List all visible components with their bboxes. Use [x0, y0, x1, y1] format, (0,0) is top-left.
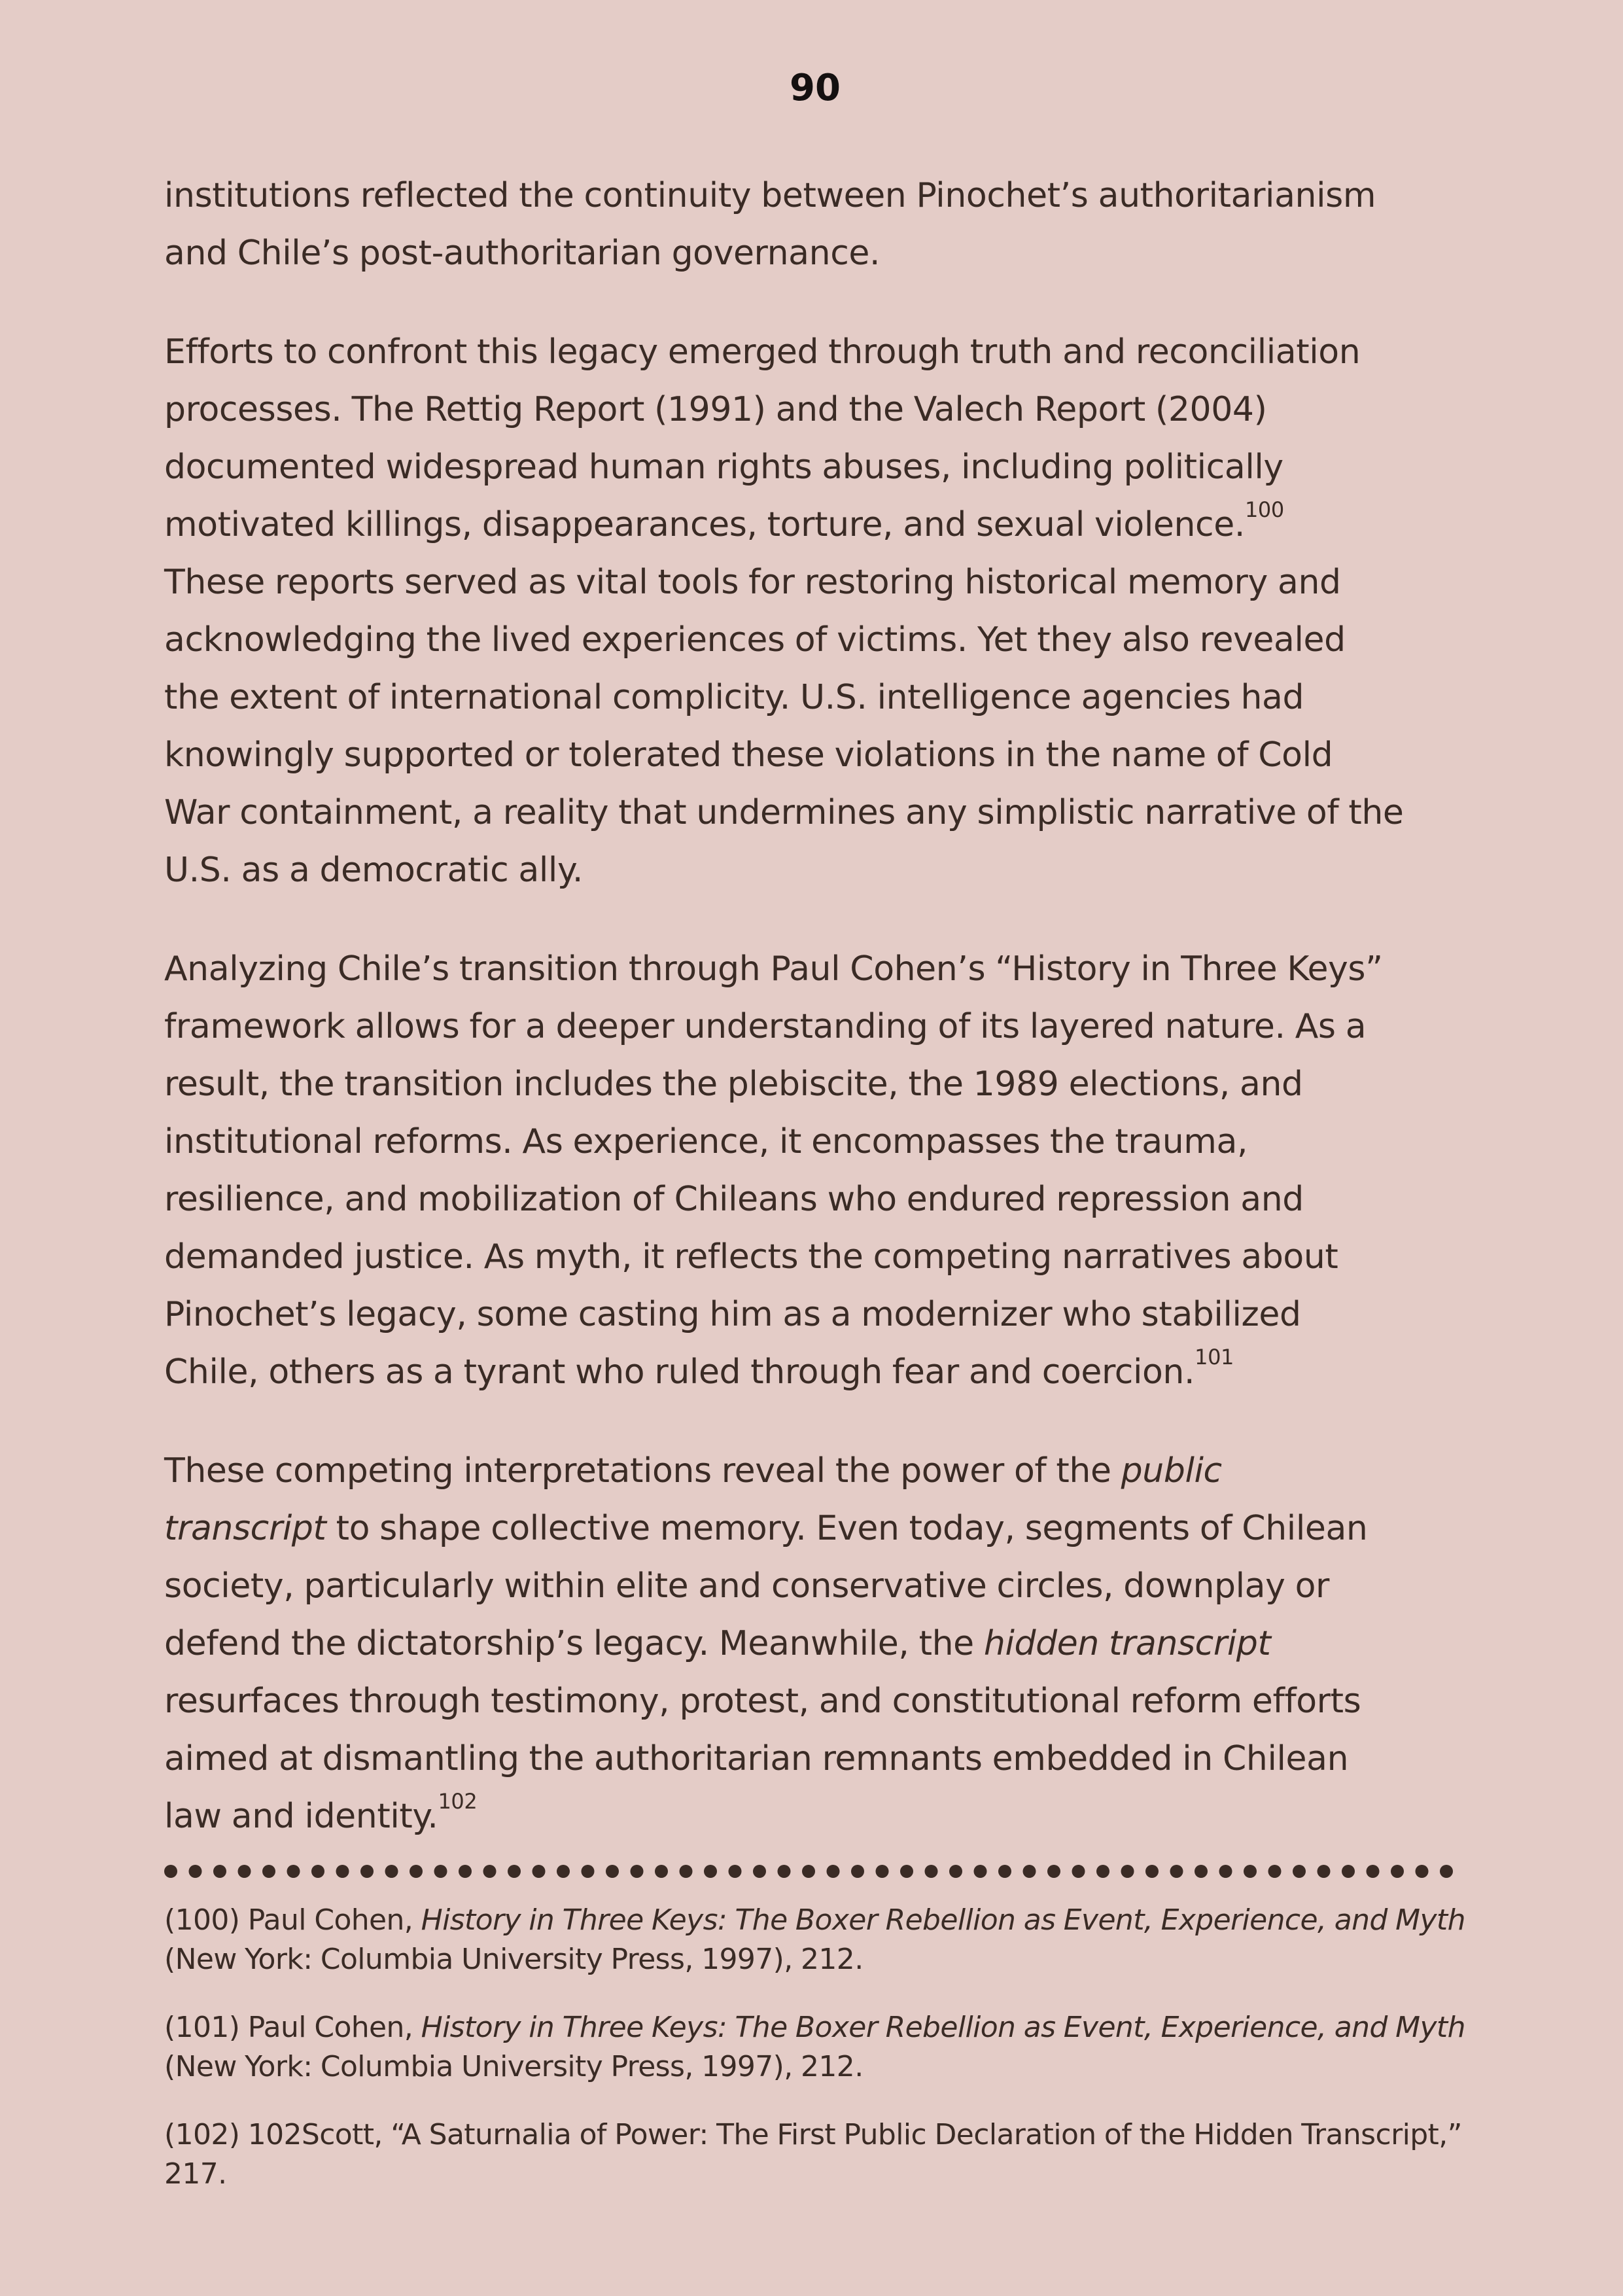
divider-dot	[1195, 1865, 1208, 1878]
divider-dot	[1440, 1865, 1453, 1878]
divider-dot	[189, 1865, 202, 1878]
divider-dot	[949, 1865, 962, 1878]
text-line: framework allows for a deeper understanding of its layered nature. As a	[164, 1007, 1367, 1046]
footnote-line	[164, 2008, 1466, 2047]
divider-dot	[1244, 1865, 1257, 1878]
divider-dot	[655, 1865, 668, 1878]
divider-dot	[729, 1865, 742, 1878]
divider-dot	[1293, 1865, 1306, 1878]
divider-dot	[1096, 1865, 1109, 1878]
footnote-ref-100[interactable]: 100	[1244, 497, 1284, 523]
text-line: institutional reforms. As experience, it encompasses the trauma,	[164, 1122, 1248, 1161]
divider-dot	[336, 1865, 349, 1878]
text-line: resilience, and mobilization of Chileans who endured repression and	[164, 1180, 1304, 1219]
divider-dot	[262, 1865, 275, 1878]
text-line: demanded justice. As myth, it reflects the competing narratives about	[164, 1237, 1338, 1277]
text-fragment: motivated killings, disappearances, torture, and sexual violence.	[164, 505, 1245, 544]
divider-dot	[851, 1865, 864, 1878]
divider-dot	[238, 1865, 251, 1878]
text-line	[164, 1500, 1466, 1557]
divider-dot	[434, 1865, 447, 1878]
text-line: acknowledging the lived experiences of victims. Yet they also revealed	[164, 620, 1346, 660]
divider-dot	[164, 1865, 177, 1878]
italic-term: public	[1121, 1451, 1222, 1491]
text-line	[164, 1615, 1466, 1672]
divider-dot	[802, 1865, 815, 1878]
divider-dot	[385, 1865, 398, 1878]
text-line: knowingly supported or tolerated these violations in the name of Cold	[164, 735, 1333, 775]
page-number: 90	[790, 67, 841, 109]
footnote-title: History in Three Keys: The Boxer Rebellion as Event, Experience, and Myth	[421, 2011, 1465, 2044]
divider-dot	[459, 1865, 472, 1878]
divider-dot	[582, 1865, 595, 1878]
text-line: and Chile’s post-authoritarian governance.	[164, 234, 881, 273]
divider-dot	[532, 1865, 546, 1878]
text-fragment: Chile, others as a tyrant who ruled through fear and coercion.	[164, 1352, 1195, 1392]
divider-dot	[900, 1865, 913, 1878]
divider-dot	[483, 1865, 497, 1878]
footnote-102	[164, 2115, 1466, 2194]
paragraph-4	[164, 1442, 1466, 1845]
divider-dot	[827, 1865, 840, 1878]
divider-dot	[606, 1865, 619, 1878]
divider-dot	[1391, 1865, 1404, 1878]
footnote-line: (New York: Columbia University Press, 1997), 212.	[164, 2050, 864, 2083]
text-line: resurfaces through testimony, protest, and constitutional reform efforts	[164, 1682, 1361, 1721]
text-line	[164, 1788, 1466, 1845]
footnote-line: (New York: Columbia University Press, 1997), 212.	[164, 1943, 864, 1976]
text-line	[164, 1343, 1466, 1401]
divider-dot	[1219, 1865, 1232, 1878]
dotted-divider	[164, 1863, 1453, 1879]
divider-dot	[1023, 1865, 1036, 1878]
footnote-ref-102[interactable]: 102	[438, 1789, 478, 1814]
divider-dot	[753, 1865, 766, 1878]
text-line	[164, 496, 1466, 554]
text-line: Analyzing Chile’s transition through Paul Cohen’s “History in Three Keys”	[164, 949, 1383, 989]
text-line: society, particularly within elite and conservative circles, downplay or	[164, 1566, 1330, 1606]
text-line: result, the transition includes the plebiscite, the 1989 elections, and	[164, 1065, 1303, 1104]
footnote-line: 217.	[164, 2157, 227, 2191]
text-line: Efforts to confront this legacy emerged through truth and reconciliation	[164, 332, 1361, 372]
divider-dot	[1416, 1865, 1429, 1878]
text-fragment: These competing interpretations reveal the power of the	[164, 1451, 1121, 1491]
divider-dot	[1121, 1865, 1134, 1878]
footnote-line: (102) 102Scott, “A Saturnalia of Power: The First Public Declaration of the Hidden Transcript,”	[164, 2118, 1462, 2151]
divider-dot	[998, 1865, 1011, 1878]
paragraph-2	[164, 323, 1466, 899]
text-line: War containment, a reality that undermines any simplistic narrative of the	[164, 793, 1404, 832]
divider-dot	[925, 1865, 938, 1878]
text-line: Pinochet’s legacy, some casting him as a modernizer who stabilized	[164, 1295, 1301, 1334]
paragraph-1	[164, 167, 1466, 282]
text-line: U.S. as a democratic ally.	[164, 851, 584, 890]
italic-term: hidden transcript	[983, 1624, 1271, 1663]
divider-dot	[974, 1865, 987, 1878]
footnote-ref-101[interactable]: 101	[1195, 1345, 1234, 1370]
divider-dot	[1268, 1865, 1282, 1878]
italic-term: transcript	[164, 1509, 326, 1548]
footnote-line	[164, 1901, 1466, 1940]
divider-dot	[1170, 1865, 1183, 1878]
divider-dot	[778, 1865, 791, 1878]
divider-dot	[1342, 1865, 1355, 1878]
divider-dot	[876, 1865, 889, 1878]
footnote-title: History in Three Keys: The Boxer Rebellion as Event, Experience, and Myth	[421, 1903, 1465, 1937]
divider-dot	[1145, 1865, 1159, 1878]
divider-dot	[1072, 1865, 1085, 1878]
text-line: institutions reflected the continuity between Pinochet’s authoritarianism	[164, 176, 1376, 215]
text-line: These reports served as vital tools for restoring historical memory and	[164, 563, 1341, 602]
text-line: aimed at dismantling the authoritarian remnants embedded in Chilean	[164, 1739, 1349, 1778]
divider-dot	[704, 1865, 717, 1878]
divider-dot	[680, 1865, 693, 1878]
footnotes	[164, 1901, 1466, 2223]
footnote-prefix: (100) Paul Cohen,	[164, 1903, 421, 1937]
text-line: documented widespread human rights abuses, including politically	[164, 448, 1283, 487]
divider-dot	[631, 1865, 644, 1878]
text-line: processes. The Rettig Report (1991) and the Valech Report (2004)	[164, 390, 1267, 429]
text-fragment: law and identity.	[164, 1797, 438, 1836]
divider-dot	[1367, 1865, 1380, 1878]
divider-dot	[1318, 1865, 1331, 1878]
text-line	[164, 1442, 1466, 1500]
divider-dot	[287, 1865, 300, 1878]
text-line: the extent of international complicity. U.S. intelligence agencies had	[164, 678, 1304, 717]
text-fragment: to shape collective memory. Even today, segments of Chilean	[326, 1509, 1368, 1548]
divider-dot	[311, 1865, 324, 1878]
divider-dot	[410, 1865, 423, 1878]
footnote-101	[164, 2008, 1466, 2087]
text-fragment: defend the dictatorship’s legacy. Meanwhile, the	[164, 1624, 984, 1663]
body-text	[164, 167, 1466, 1886]
divider-dot	[557, 1865, 570, 1878]
divider-dot	[360, 1865, 374, 1878]
paragraph-3	[164, 940, 1466, 1401]
footnote-100	[164, 1901, 1466, 1979]
divider-dot	[213, 1865, 226, 1878]
divider-dot	[1047, 1865, 1060, 1878]
divider-dot	[508, 1865, 521, 1878]
footnote-prefix: (101) Paul Cohen,	[164, 2011, 421, 2044]
